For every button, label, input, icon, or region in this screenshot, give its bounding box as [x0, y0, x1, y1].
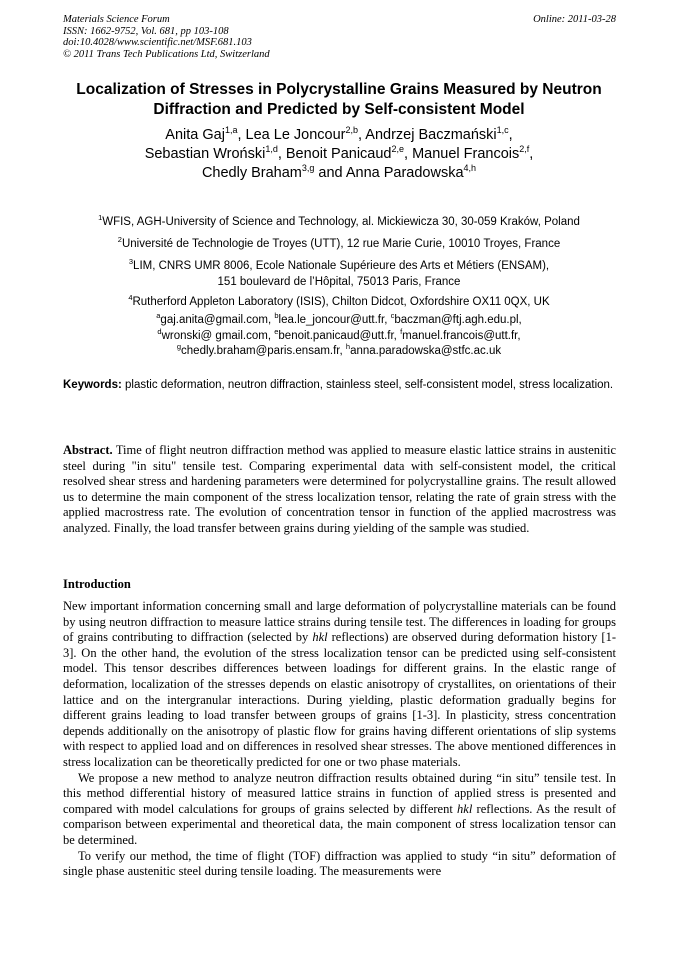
author-sep: , — [237, 127, 246, 143]
affiliation-text: Rutherford Appleton Laboratory (ISIS), Chilton Didcot, Oxfordshire OX11 0QX, UK — [132, 296, 550, 308]
author-sup: 1,a — [224, 125, 238, 135]
affiliation-text: Université de Technologie de Troyes (UTT), 12 rue Marie Curie, 10010 Troyes, France — [121, 238, 561, 250]
paragraph: To verify our method, the time of flight (TOF) diffraction was applied to study “in situ” deformation of single phase austenitic steel during tensile loading. The measurements were — [63, 848, 616, 879]
email — [345, 342, 502, 357]
email-sup: c — [390, 311, 395, 320]
email-sup: d — [157, 326, 162, 336]
author-name: Manuel Francois — [412, 146, 520, 162]
author-sep: and — [314, 165, 346, 181]
doi: doi:10.4028/www.scientific.net/MSF.681.103 — [63, 37, 252, 49]
paper-title — [40, 80, 638, 120]
affiliation-1 — [40, 214, 638, 230]
email: $^g$chedly.braham@paris.ensam.fr, — [176, 342, 346, 357]
author — [165, 127, 245, 143]
abstract-text: Time of flight neutron diffraction method was applied to measure elastic lattice strains in austenitic steel during "in situ" tensile test. Comparing experimental data with self-consistent model, the critical resolved shear stress and hardening parameters were determined for polycrystalline grains. The result allowed us to determine the main component of the stress localization tensor, relating the rate of grain stress with the applied macrostress rate. The evolution of concentration tensor in function of the applied macrostress was analyzed. Finally, the load transfer between grains during yielding of the sample was studied. — [63, 443, 616, 535]
abstract-label: Abstract. — [63, 443, 113, 457]
email: $^e$benoit.panicaud@utt.fr, — [274, 326, 401, 342]
affiliation-4 — [40, 294, 638, 310]
author-name: Anita Gaj — [165, 127, 225, 143]
author-sep: , — [358, 127, 366, 143]
email-sup: b — [274, 311, 279, 320]
title-line-2: Diffraction and Predicted by Self-consistent Model — [153, 101, 525, 118]
email-address: benoit.panicaud@utt.fr — [278, 329, 394, 342]
author-name: Chedly Braham — [201, 165, 302, 181]
email-address: baczman@ftj.agh.edu.pl — [394, 314, 519, 326]
online-date: Online: 2011-03-28 — [533, 14, 616, 25]
email-address: anna.paradowska@stfc.ac.uk — [350, 345, 502, 357]
author-sup: 1,d — [265, 144, 278, 154]
affiliation-num: 3 — [128, 257, 134, 266]
affiliation-text: WFIS, AGH-University of Science and Technology, al. Mickiewicza 30, 30-059 Kraków, Poland — [102, 216, 580, 228]
affiliation-3 — [40, 258, 638, 290]
email: $^c$baczman@ftj.agh.edu.pl, — [390, 311, 522, 326]
copyright: © 2011 Trans Tech Publications Ltd, Switzerland — [63, 48, 270, 60]
email-sup: f — [400, 326, 403, 336]
affiliation-num: 4 — [128, 293, 133, 302]
section-heading-introduction: Introduction — [63, 577, 131, 591]
journal-name: Materials Science Forum — [63, 14, 170, 25]
email: $^f$manuel.francois@utt.fr, — [400, 326, 521, 342]
keywords — [63, 378, 616, 394]
email-address: gaj.anita@gmail.com — [160, 314, 268, 326]
author-sep: , — [529, 146, 534, 162]
author-name: Lea Le Joncour — [245, 127, 346, 143]
author — [346, 165, 476, 181]
author-sup: 3,g — [301, 163, 315, 173]
author-sep: , — [508, 127, 513, 143]
issn: ISSN: 1662-9752, Vol. 681, pp 103-108 — [63, 25, 229, 37]
journal-header — [63, 14, 616, 60]
paragraph: New important information concerning small and large deformation of polycrystalline materials can be found by using neutron diffraction to measure lattice strains during tensile test. The differences in loading for groups of grains contributing to diffraction (selected by hkl reflections) are observed during deformation history [1-3]. On the other hand, the evolution of the stress localization tensor can be predicted using self-consistent model. This tensor describes differences between loadings for different grains. In the elastic range of deformation, localization of the stresses depends on elastic anisotropy of crystallites, on orientations of their lattice and on the intergranular interactions. During yielding, plastic deformation gradually begins for different grains leading to load transfer between groups of grains [1-3]. In plasticity, stress concentration depends additionally on the anisotropy of plastic flow for grains having different orientations of slip systems with respect to applied load and on differences in resolved shear stresses. The above mentioned differences in stress localization can be theoretically predicted for one or two phase materials. — [63, 599, 616, 769]
author-name: Benoit Panicaud — [285, 146, 392, 162]
email-sup: e — [274, 326, 279, 336]
affiliation-num: 2 — [117, 235, 122, 244]
author-name: Sebastian Wroński — [144, 146, 266, 162]
email: $^a$gaj.anita@gmail.com, — [156, 311, 275, 326]
paragraph: We propose a new method to analyze neutron diffraction results obtained during “in situ” tensile test. In this method differential history of measured lattice strains in function of applied stress is presented and compared with model calculations for groups of grains selected by different hkl reflections. As the result of comparison between experimental and theoretical data, the main component of stress localization tensor can be determined. — [63, 770, 616, 847]
author — [202, 165, 346, 181]
email-sup: h — [345, 342, 351, 351]
affiliation-2 — [40, 236, 638, 252]
author — [412, 146, 533, 162]
keywords-text: plastic deformation, neutron diffraction, stainless steel, self-consistent model, stress localization. — [121, 379, 614, 391]
email-list — [40, 313, 638, 360]
author — [145, 146, 286, 162]
email-address: manuel.francois@utt.fr — [402, 329, 518, 342]
email: $^b$lea.le_joncour@utt.fr, — [274, 311, 391, 326]
hkl-term: hkl — [312, 630, 328, 645]
author — [246, 127, 366, 143]
email-address: chedly.braham@paris.ensam.fr — [181, 345, 340, 357]
author-name: Anna Paradowska — [345, 165, 464, 181]
abstract — [63, 443, 616, 537]
author — [286, 146, 412, 162]
affiliation-num: 1 — [98, 213, 103, 222]
author-sup: 2,b — [345, 125, 359, 135]
email-address: lea.le_joncour@utt.fr — [278, 314, 385, 326]
author-sup: 2,f — [519, 144, 530, 154]
title-line-1: Localization of Stresses in Polycrystalline Grains Measured by Neutron — [76, 81, 602, 98]
email: $^d$wronski@ gmail.com, — [157, 326, 275, 342]
keywords-label: Keywords: — [63, 379, 122, 391]
author — [365, 127, 512, 143]
author-sep: , — [277, 146, 286, 162]
author-sup: 1,c — [496, 125, 509, 135]
author-sep: , — [404, 146, 413, 162]
author-list — [40, 126, 638, 183]
email-sup: a — [156, 311, 161, 320]
author-sup: 2,e — [391, 144, 405, 154]
author-sup: 4,h — [463, 163, 477, 173]
author-name: Andrzej Baczmański — [365, 127, 497, 143]
email-address: wronski@ gmail.com — [161, 329, 268, 342]
hkl-term: hkl — [457, 801, 473, 816]
email-sup: g — [176, 342, 182, 351]
affiliation-text: LIM, CNRS UMR 8006, Ecole Nationale Supérieure des Arts et Métiers (ENSAM), — [133, 260, 550, 272]
affiliation-text-2: 151 boulevard de l’Hôpital, 75013 Paris, France — [217, 276, 461, 288]
introduction-body — [63, 599, 616, 880]
